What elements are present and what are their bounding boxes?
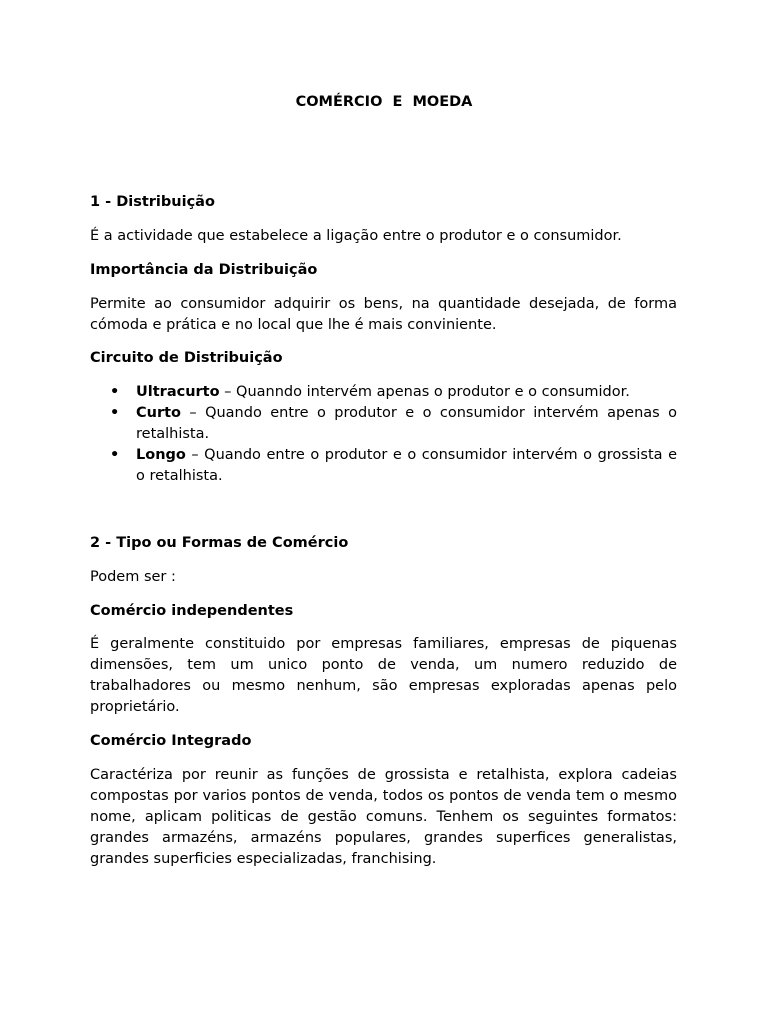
circuit-list: [90, 382, 677, 487]
bullet-icon: •: [110, 384, 120, 400]
circuit-description: – Quando entre o produtor e o consumidor intervém o grossista e o retalhista.: [136, 447, 677, 484]
section1-intro: É a actividade que estabelece a ligação entre o produtor e o consumidor.: [90, 228, 622, 244]
circuit-term: Ultracurto: [136, 384, 220, 400]
circuit-term: Curto: [136, 405, 182, 421]
importance-heading: Importância da Distribuição: [90, 262, 318, 278]
circuit-item-ultracurto: [90, 382, 677, 403]
circuit-description: – Quando entre o produtor e o consumidor intervém apenas o retalhista.: [136, 405, 677, 442]
circuit-heading: Circuito de Distribuição: [90, 350, 283, 366]
independent-heading: Comércio independentes: [90, 603, 294, 619]
importance-paragraph: Permite ao consumidor adquirir os bens, na quantidade desejada, de forma cómoda e prática e no local que lhe é mais conviniente.: [90, 296, 677, 333]
circuit-description: – Quanndo intervém apenas o produtor e o consumidor.: [219, 384, 630, 400]
section2-intro: Podem ser :: [90, 569, 176, 585]
integrated-heading: Comércio Integrado: [90, 733, 252, 749]
section2-heading: 2 - Tipo ou Formas de Comércio: [90, 535, 349, 551]
bullet-icon: •: [110, 447, 120, 463]
circuit-term: Longo: [136, 447, 186, 463]
integrated-paragraph: Caractériza por reunir as funções de grossista e retalhista, explora cadeias compostas por varios pontos de venda, todos os pontos de venda tem o mesmo nome, aplicam politicas de gestão comuns. Tenhem os seguintes formatos: grandes armazéns, armazéns populares, grandes superfices generalistas, grandes superficies especializadas, franchising.: [90, 767, 677, 867]
document-title: COMÉRCIO E MOEDA: [295, 94, 473, 110]
circuit-item-curto: [90, 403, 677, 445]
bullet-icon: •: [110, 405, 120, 421]
circuit-item-longo: [90, 445, 677, 487]
independent-paragraph: É geralmente constituido por empresas familiares, empresas de piquenas dimensões, tem um unico ponto de venda, um numero reduzido de trabalhadores ou mesmo nenhum, são empresas exploradas apenas pelo proprietário.: [90, 636, 677, 715]
section1-heading: 1 - Distribuição: [90, 194, 215, 210]
